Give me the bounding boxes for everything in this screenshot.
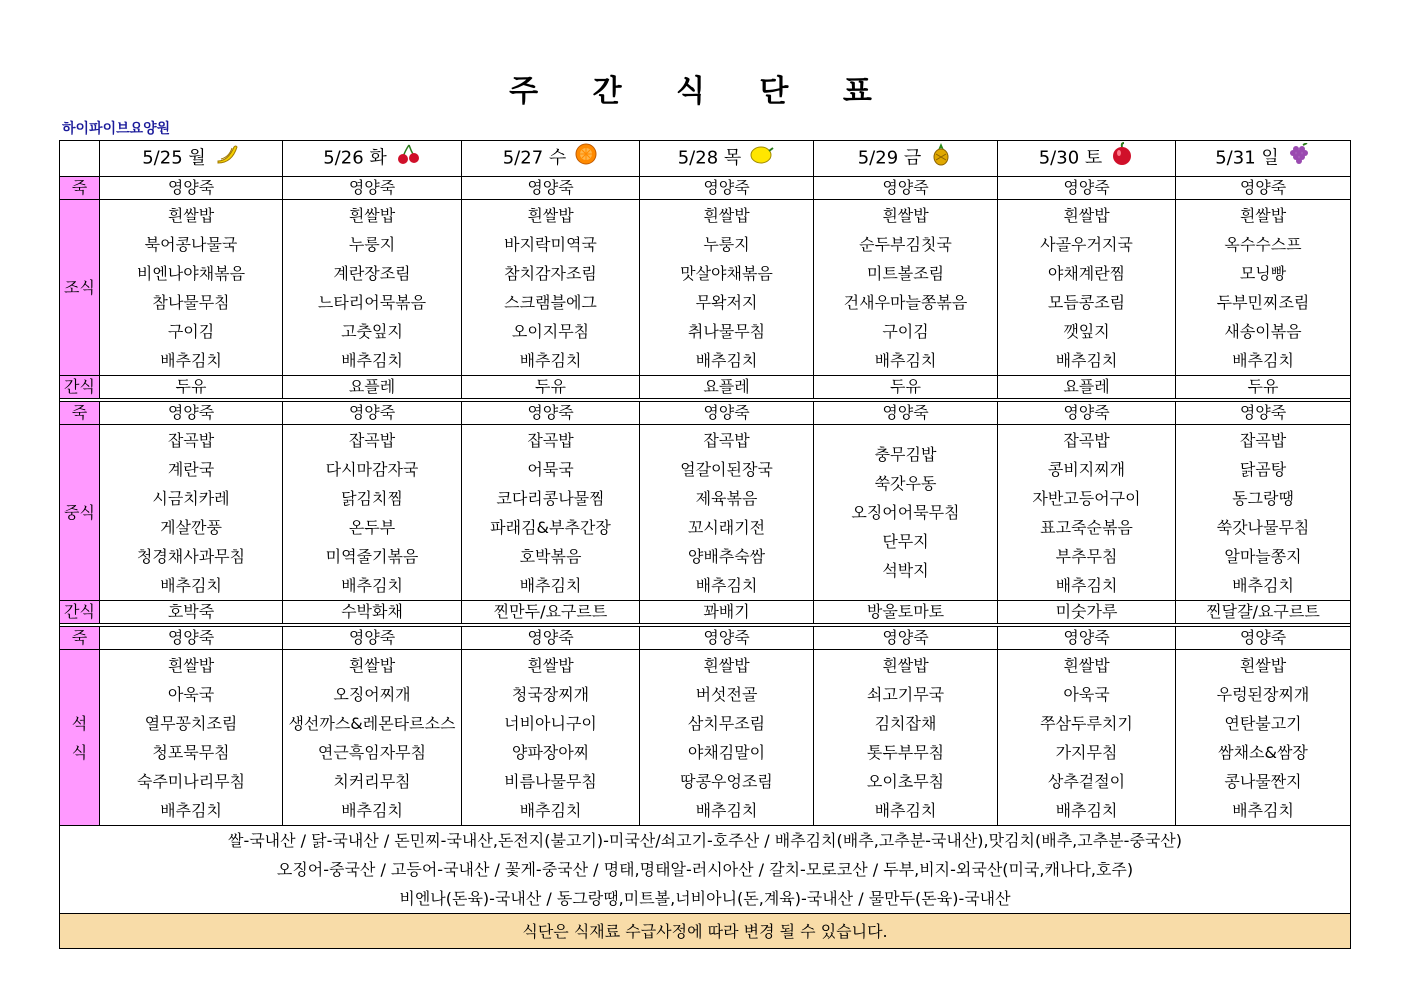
day-menu-cell bbox=[640, 425, 814, 601]
menu-item: 참치감자조림 bbox=[504, 263, 597, 283]
menu-item: 요플레 bbox=[998, 376, 1176, 399]
day-header bbox=[462, 141, 640, 177]
menu-item: 파래김&부추간장 bbox=[490, 517, 611, 537]
menu-item: 영양죽 bbox=[998, 627, 1176, 650]
menu-item: 흰쌀밥 bbox=[167, 655, 215, 675]
menu-item: 닭곰탕 bbox=[1239, 459, 1287, 479]
menu-item: 배추김치 bbox=[341, 800, 403, 820]
lunch-porridge-row bbox=[60, 402, 1351, 425]
menu-item: 건새우마늘쫑볶음 bbox=[843, 292, 968, 312]
menu-item: 영양죽 bbox=[462, 177, 640, 200]
menu-item: 잡곡밥 bbox=[348, 430, 396, 450]
menu-item: 쑥갓나물무침 bbox=[1216, 517, 1310, 537]
menu-item: 참나물무침 bbox=[152, 292, 230, 312]
day-header bbox=[100, 141, 283, 177]
menu-item: 아욱국 bbox=[1063, 684, 1110, 704]
menu-item: 수박화채 bbox=[283, 601, 462, 624]
menu-item: 쑥갓우동 bbox=[874, 474, 937, 493]
menu-item: 땅콩우엉조림 bbox=[680, 771, 773, 791]
menu-item: 바지락미역국 bbox=[504, 234, 597, 254]
menu-item: 배추김치 bbox=[695, 350, 758, 370]
day-menu-cell bbox=[462, 650, 640, 826]
menu-item: 청경채사과무침 bbox=[136, 546, 246, 566]
menu-item: 배추김치 bbox=[341, 575, 403, 595]
menu-item: 흰쌀밥 bbox=[1063, 655, 1110, 675]
menu-item: 구이김 bbox=[882, 321, 929, 341]
day-menu-cell bbox=[640, 650, 814, 826]
menu-item: 톳두부무침 bbox=[866, 742, 945, 762]
menu-item: 영양죽 bbox=[814, 402, 998, 425]
menu-item: 아욱국 bbox=[167, 684, 215, 704]
lemon-icon bbox=[749, 143, 775, 174]
menu-item: 영양죽 bbox=[462, 402, 640, 425]
menu-item: 생선까스&레몬타르소스 bbox=[288, 713, 456, 733]
menu-item: 깻잎지 bbox=[1063, 321, 1110, 341]
menu-item: 순두부김칫국 bbox=[859, 234, 952, 254]
day-menu-cell bbox=[998, 425, 1176, 601]
menu-item: 영양죽 bbox=[1176, 402, 1351, 425]
menu-item: 미트볼조림 bbox=[866, 263, 945, 283]
menu-item: 흰쌀밥 bbox=[348, 655, 396, 675]
menu-item: 닭김치찜 bbox=[341, 488, 403, 508]
meal-label-text: 조식 bbox=[64, 278, 95, 297]
menu-item: 영양죽 bbox=[100, 402, 283, 425]
day-menu-cell bbox=[814, 200, 998, 376]
morning-snack-row bbox=[60, 376, 1351, 399]
menu-item: 스크램블에그 bbox=[504, 292, 597, 312]
menu-item: 배추김치 bbox=[1055, 800, 1118, 820]
menu-item: 게살깐풍 bbox=[160, 517, 222, 537]
menu-item: 흰쌀밥 bbox=[167, 205, 215, 225]
menu-item: 청국장찌개 bbox=[511, 684, 590, 704]
menu-item: 느타리어묵볶음 bbox=[317, 292, 427, 312]
menu-item: 영양죽 bbox=[814, 177, 998, 200]
menu-item: 배추김치 bbox=[1055, 350, 1118, 370]
menu-item: 시금치카레 bbox=[152, 488, 230, 508]
menu-item: 배추김치 bbox=[695, 800, 758, 820]
menu-item: 열무꽁치조림 bbox=[144, 713, 238, 733]
menu-item: 흰쌀밥 bbox=[527, 655, 574, 675]
menu-item: 영양죽 bbox=[640, 627, 814, 650]
day-date: 5/27 수 bbox=[502, 147, 567, 169]
menu-item: 잡곡밥 bbox=[167, 430, 215, 450]
menu-item: 삼치무조림 bbox=[687, 713, 766, 733]
menu-item: 배추김치 bbox=[519, 800, 582, 820]
menu-item: 호박죽 bbox=[100, 601, 283, 624]
menu-item: 방울토마토 bbox=[814, 601, 998, 624]
weekly-menu-table bbox=[59, 140, 1351, 949]
menu-item: 청포묵무침 bbox=[152, 742, 230, 762]
menu-item: 배추김치 bbox=[1232, 350, 1294, 370]
menu-item: 두유 bbox=[462, 376, 640, 399]
menu-item: 충무김밥 bbox=[874, 445, 937, 464]
menu-item: 흰쌀밥 bbox=[527, 205, 574, 225]
menu-item: 배추김치 bbox=[1232, 800, 1294, 820]
menu-item: 흰쌀밥 bbox=[882, 205, 929, 225]
menu-item: 김치잡채 bbox=[874, 713, 937, 733]
origin-info bbox=[60, 826, 1351, 914]
day-date: 5/30 토 bbox=[1038, 147, 1103, 169]
menu-item: 찐만두/요구르트 bbox=[462, 601, 640, 624]
day-menu-cell bbox=[100, 200, 283, 376]
day-menu-cell bbox=[462, 425, 640, 601]
menu-item: 영양죽 bbox=[640, 402, 814, 425]
menu-item: 연탄불고기 bbox=[1224, 713, 1302, 733]
menu-item: 누룽지 bbox=[703, 234, 750, 254]
breakfast-porridge-row bbox=[60, 177, 1351, 200]
menu-item: 꽈배기 bbox=[640, 601, 814, 624]
menu-item: 두부민찌조림 bbox=[1216, 292, 1310, 312]
dinner-porridge-row bbox=[60, 627, 1351, 650]
menu-item: 부추무침 bbox=[1055, 546, 1118, 566]
menu-item: 쭈삼두루치기 bbox=[1040, 713, 1133, 733]
menu-item: 단무지 bbox=[882, 532, 929, 551]
menu-item: 배추김치 bbox=[519, 350, 582, 370]
dinner-row bbox=[60, 650, 1351, 826]
day-menu-cell bbox=[1176, 650, 1351, 826]
day-menu-cell bbox=[1176, 200, 1351, 376]
menu-item: 오징어어묵무침 bbox=[851, 503, 960, 522]
menu-item: 알마늘쫑지 bbox=[1224, 546, 1302, 566]
menu-item: 코다리콩나물찜 bbox=[496, 488, 605, 508]
menu-item: 북어콩나물국 bbox=[144, 234, 238, 254]
meal-label bbox=[60, 425, 100, 601]
menu-item: 흰쌀밥 bbox=[1239, 655, 1287, 675]
menu-item: 배추김치 bbox=[695, 575, 758, 595]
menu-item: 표고죽순볶음 bbox=[1040, 517, 1133, 537]
menu-item: 배추김치 bbox=[519, 575, 582, 595]
menu-item: 영양죽 bbox=[283, 402, 462, 425]
menu-item: 미역줄기볶음 bbox=[325, 546, 419, 566]
day-menu-cell bbox=[283, 650, 462, 826]
menu-item: 야채계란찜 bbox=[1047, 263, 1126, 283]
menu-item: 두유 bbox=[1176, 376, 1351, 399]
menu-item: 쌈채소&쌈장 bbox=[1218, 742, 1308, 762]
menu-item: 비름나물무침 bbox=[504, 771, 597, 791]
menu-change-notice: 식단은 식재료 수급사정에 따라 변경 될 수 있습니다. bbox=[60, 914, 1351, 949]
orange-icon bbox=[574, 143, 598, 174]
facility-name: 하이파이브요양원 bbox=[62, 121, 171, 137]
menu-item: 쇠고기무국 bbox=[866, 684, 945, 704]
menu-item: 두유 bbox=[100, 376, 283, 399]
menu-item: 배추김치 bbox=[1055, 575, 1118, 595]
menu-item: 미숫가루 bbox=[998, 601, 1176, 624]
menu-item: 우렁된장찌개 bbox=[1216, 684, 1310, 704]
grape-icon bbox=[1287, 143, 1311, 174]
menu-item: 배추김치 bbox=[160, 800, 222, 820]
snack-label: 간식 bbox=[60, 376, 100, 399]
origin-line: 비엔나(돈육)-국내산 / 동그랑땡,미트볼,너비아니(돈,계육)-국내산 / 물만두(돈육)-국내산 bbox=[399, 889, 1011, 908]
origin-line: 오징어-중국산 / 고등어-국내산 / 꽃게-중국산 / 명태,명태알-러시아산 / 갈치-모로코산 / 두부,비지-외국산(미국,캐나다,호주) bbox=[276, 860, 1134, 879]
menu-item: 두유 bbox=[814, 376, 998, 399]
menu-item: 석박지 bbox=[882, 561, 929, 580]
menu-item: 흰쌀밥 bbox=[703, 655, 750, 675]
menu-item: 양배추숙쌈 bbox=[687, 546, 766, 566]
menu-item: 영양죽 bbox=[998, 177, 1176, 200]
menu-item: 영양죽 bbox=[283, 627, 462, 650]
day-menu-cell bbox=[283, 200, 462, 376]
menu-item: 온두부 bbox=[348, 517, 396, 537]
menu-item: 오이초무침 bbox=[866, 771, 945, 791]
menu-item: 상추겉절이 bbox=[1047, 771, 1126, 791]
menu-item: 영양죽 bbox=[462, 627, 640, 650]
menu-item: 야채김말이 bbox=[687, 742, 766, 762]
afternoon-snack-row bbox=[60, 601, 1351, 624]
menu-item: 모닝빵 bbox=[1239, 263, 1287, 283]
menu-item: 양파장아찌 bbox=[511, 742, 590, 762]
menu-item: 동그랑땡 bbox=[1232, 488, 1294, 508]
menu-item: 오이지무침 bbox=[511, 321, 590, 341]
day-menu-cell bbox=[100, 425, 283, 601]
day-menu-cell bbox=[100, 650, 283, 826]
menu-item: 구이김 bbox=[167, 321, 215, 341]
day-date: 5/29 금 bbox=[857, 147, 922, 169]
banana-icon bbox=[214, 143, 240, 174]
menu-item: 배추김치 bbox=[160, 575, 222, 595]
meal-label-text: 석 bbox=[71, 713, 88, 733]
menu-item: 흰쌀밥 bbox=[1239, 205, 1287, 225]
day-menu-cell bbox=[462, 200, 640, 376]
menu-item: 영양죽 bbox=[100, 627, 283, 650]
menu-item: 어묵국 bbox=[527, 459, 574, 479]
menu-item: 무왁저지 bbox=[695, 292, 758, 312]
menu-item: 꼬시래기전 bbox=[687, 517, 766, 537]
menu-item: 가지무침 bbox=[1055, 742, 1118, 762]
day-header bbox=[998, 141, 1176, 177]
day-menu-cell bbox=[998, 650, 1176, 826]
menu-item: 호박볶음 bbox=[519, 546, 582, 566]
menu-item: 잡곡밥 bbox=[703, 430, 750, 450]
menu-item: 요플레 bbox=[283, 376, 462, 399]
menu-item: 콩나물짠지 bbox=[1224, 771, 1302, 791]
menu-item: 새송이볶음 bbox=[1224, 321, 1302, 341]
menu-item: 계란장조림 bbox=[333, 263, 411, 283]
menu-item: 영양죽 bbox=[1176, 627, 1351, 650]
day-header bbox=[283, 141, 462, 177]
menu-item: 버섯전골 bbox=[695, 684, 758, 704]
menu-item: 누룽지 bbox=[348, 234, 396, 254]
menu-item: 흰쌀밥 bbox=[348, 205, 396, 225]
day-header bbox=[1176, 141, 1351, 177]
menu-item: 영양죽 bbox=[1176, 177, 1351, 200]
lunch-row bbox=[60, 425, 1351, 601]
day-date: 5/26 화 bbox=[323, 147, 387, 169]
origin-line: 쌀-국내산 / 닭-국내산 / 돈민찌-국내산,돈전지(불고기)-미국산/쇠고기-호주산 / 배추김치(배추,고추분-국내산),맛김치(배추,고추분-중국산) bbox=[227, 831, 1182, 850]
menu-item: 잡곡밥 bbox=[1239, 430, 1287, 450]
day-date: 5/28 목 bbox=[677, 147, 742, 169]
menu-item: 맛살야채볶음 bbox=[680, 263, 773, 283]
menu-item: 흰쌀밥 bbox=[1063, 205, 1110, 225]
menu-item: 모듬콩조림 bbox=[1047, 292, 1126, 312]
day-menu-cell bbox=[283, 425, 462, 601]
pineapple-icon bbox=[929, 142, 953, 175]
apple-icon bbox=[1110, 142, 1134, 175]
menu-item: 배추김치 bbox=[874, 350, 937, 370]
menu-item: 계란국 bbox=[167, 459, 215, 479]
page-title: 주 간 식 단 표 bbox=[509, 74, 894, 109]
menu-item: 연근흑임자무침 bbox=[317, 742, 427, 762]
menu-item: 얼갈이된장국 bbox=[680, 459, 773, 479]
menu-item: 흰쌀밥 bbox=[703, 205, 750, 225]
day-menu-cell bbox=[640, 200, 814, 376]
menu-item: 배추김치 bbox=[874, 800, 937, 820]
menu-item: 배추김치 bbox=[341, 350, 403, 370]
menu-item: 오징어찌개 bbox=[333, 684, 411, 704]
day-date: 5/25 월 bbox=[142, 147, 206, 169]
menu-item: 배추김치 bbox=[160, 350, 222, 370]
day-date: 5/31 일 bbox=[1215, 147, 1279, 169]
menu-item: 영양죽 bbox=[814, 627, 998, 650]
day-header bbox=[640, 141, 814, 177]
meal-label-text: 식 bbox=[71, 742, 88, 762]
day-header bbox=[814, 141, 998, 177]
menu-item: 사골우거지국 bbox=[1040, 234, 1133, 254]
menu-item: 고춧잎지 bbox=[341, 321, 403, 341]
menu-item: 영양죽 bbox=[100, 177, 283, 200]
menu-item: 영양죽 bbox=[640, 177, 814, 200]
porridge-label: 죽 bbox=[60, 177, 100, 200]
menu-item: 제육볶음 bbox=[695, 488, 758, 508]
menu-item: 배추김치 bbox=[1232, 575, 1294, 595]
day-menu-cell bbox=[814, 650, 998, 826]
menu-item: 요플레 bbox=[640, 376, 814, 399]
breakfast-row bbox=[60, 200, 1351, 376]
menu-item: 영양죽 bbox=[998, 402, 1176, 425]
menu-item: 다시마감자국 bbox=[325, 459, 419, 479]
day-menu-cell bbox=[998, 200, 1176, 376]
menu-item: 취나물무침 bbox=[687, 321, 766, 341]
menu-item: 자반고등어구이 bbox=[1032, 488, 1141, 508]
menu-item: 잡곡밥 bbox=[527, 430, 574, 450]
menu-item: 너비아니구이 bbox=[504, 713, 597, 733]
snack-label: 간식 bbox=[60, 601, 100, 624]
meal-label bbox=[60, 650, 100, 826]
meal-label bbox=[60, 200, 100, 376]
menu-item: 콩비지찌개 bbox=[1047, 459, 1126, 479]
day-menu-cell bbox=[1176, 425, 1351, 601]
cherry-icon bbox=[395, 143, 421, 174]
porridge-label: 죽 bbox=[60, 627, 100, 650]
menu-item: 비엔나야채볶음 bbox=[136, 263, 246, 283]
menu-item: 찐달걀/요구르트 bbox=[1176, 601, 1351, 624]
menu-item: 흰쌀밥 bbox=[882, 655, 929, 675]
porridge-label: 죽 bbox=[60, 402, 100, 425]
menu-item: 잡곡밥 bbox=[1063, 430, 1110, 450]
menu-item: 옥수수스프 bbox=[1224, 234, 1302, 254]
meal-label-text: 중식 bbox=[64, 503, 95, 522]
menu-item: 영양죽 bbox=[283, 177, 462, 200]
menu-item: 치커리무침 bbox=[333, 771, 411, 791]
corner-cell bbox=[60, 141, 100, 177]
day-menu-cell bbox=[814, 425, 998, 601]
menu-item: 숙주미나리무침 bbox=[136, 771, 246, 791]
